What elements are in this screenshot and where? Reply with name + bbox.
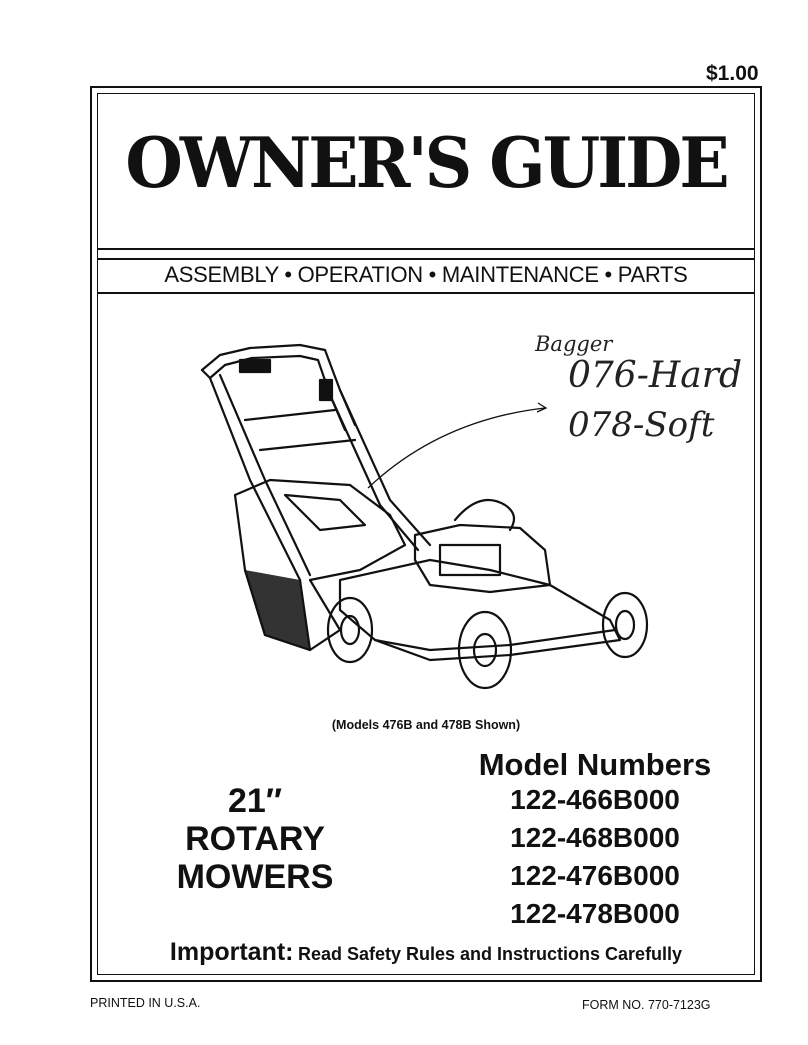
model-number: 122-466B000 [510,784,680,815]
printed-in: PRINTED IN U.S.A. [90,996,201,1010]
product-title [150,782,360,896]
product-line3: MOWERS [176,858,334,896]
subtitle: ASSEMBLY • OPERATION • MAINTENANCE • PARTS [164,262,688,287]
form-number: FORM NO. 770-7123G [582,998,711,1012]
model-number: 122-478B000 [510,898,680,929]
product-size: 21″ [227,782,283,820]
handwritten-076: 076-Hard [568,355,742,396]
important-text: Read Safety Rules and Instructions Carefully [297,944,683,964]
handwritten-078: 078-Soft [568,405,715,445]
page-title: OWNER'S GUIDE [125,122,727,204]
handwritten-bagger: Bagger [535,332,613,356]
model-number: 122-468B000 [510,822,680,853]
product-line2: ROTARY [185,820,325,858]
price-label: $1.00 [706,62,759,85]
image-caption: (Models 476B and 478B Shown) [331,718,521,732]
important-notice [97,938,755,967]
model-numbers-heading: Model Numbers [478,747,712,782]
model-number: 122-476B000 [510,860,680,891]
important-label: Important: [169,938,294,966]
